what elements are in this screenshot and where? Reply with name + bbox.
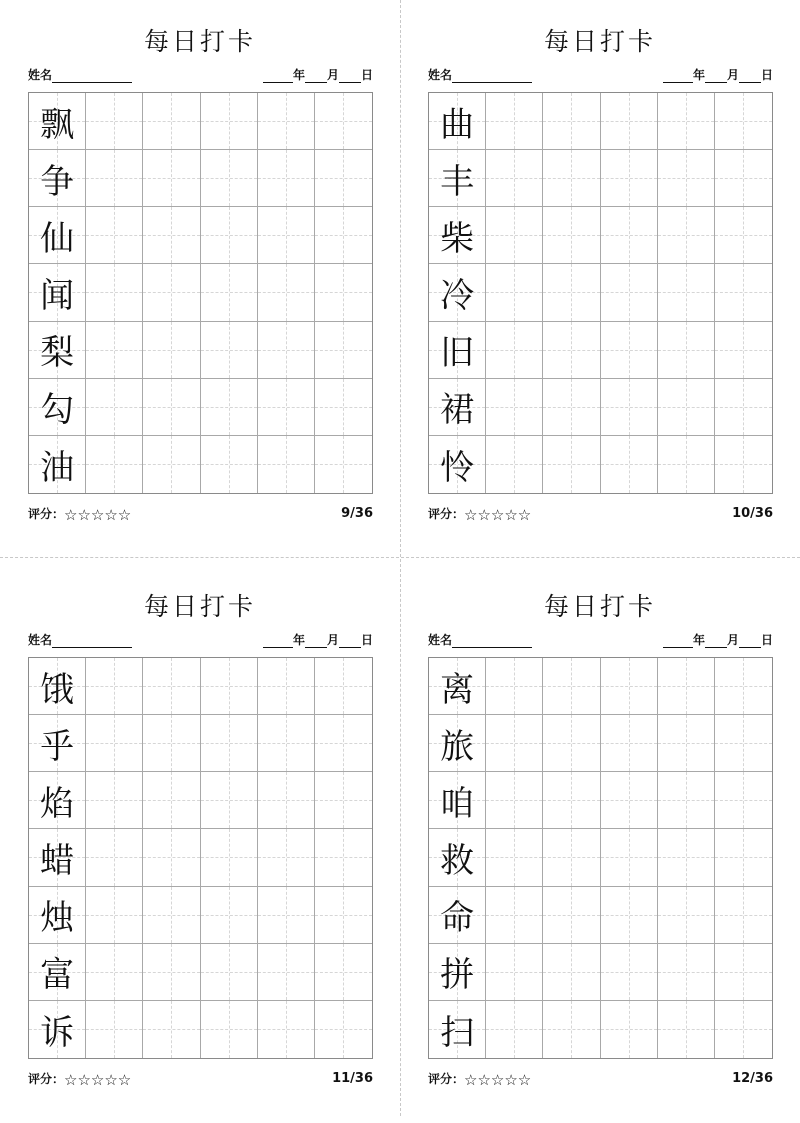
practice-character: 离	[440, 669, 475, 710]
writing-cell[interactable]	[143, 772, 200, 829]
writing-cell[interactable]	[543, 207, 600, 264]
practice-character: 曲	[440, 104, 475, 145]
page-number: 11/36	[332, 1071, 373, 1086]
writing-cell[interactable]	[201, 715, 258, 772]
writing-cell[interactable]	[486, 944, 543, 1001]
practice-character: 乎	[40, 726, 75, 767]
sheet-footer	[428, 1070, 773, 1087]
writing-cell[interactable]	[315, 887, 372, 944]
writing-cell[interactable]	[601, 944, 658, 1001]
writing-cell[interactable]	[86, 772, 143, 829]
writing-cell[interactable]	[486, 658, 543, 715]
month-label: 月	[326, 68, 339, 82]
month-blank[interactable]	[305, 70, 327, 83]
writing-cell[interactable]	[601, 150, 658, 207]
writing-cell[interactable]	[201, 829, 258, 886]
writing-cell[interactable]	[543, 944, 600, 1001]
writing-cell[interactable]	[601, 715, 658, 772]
name-blank[interactable]	[452, 635, 532, 648]
writing-cell[interactable]	[201, 1001, 258, 1058]
writing-cell[interactable]	[715, 772, 772, 829]
name-blank[interactable]	[452, 70, 532, 83]
writing-cell[interactable]	[315, 772, 372, 829]
writing-cell[interactable]	[315, 658, 372, 715]
writing-cell[interactable]	[201, 207, 258, 264]
writing-cell[interactable]	[143, 658, 200, 715]
writing-cell[interactable]	[86, 944, 143, 1001]
day-label: 日	[760, 633, 773, 647]
writing-cell[interactable]	[86, 150, 143, 207]
writing-cell[interactable]	[601, 436, 658, 493]
name-label: 姓名	[28, 68, 53, 82]
star-rating-icon[interactable]: ☆☆☆☆☆	[64, 1070, 132, 1089]
character-cell	[429, 322, 486, 379]
writing-cell[interactable]	[86, 1001, 143, 1058]
writing-cell[interactable]	[658, 150, 715, 207]
writing-grid	[28, 657, 373, 1059]
writing-cell[interactable]	[715, 322, 772, 379]
score-area	[428, 1070, 531, 1087]
writing-cell[interactable]	[258, 658, 315, 715]
writing-cell[interactable]	[543, 264, 600, 321]
character-cell	[429, 1001, 486, 1058]
name-label: 姓名	[428, 68, 453, 82]
practice-character: 诉	[40, 1012, 75, 1053]
writing-cell[interactable]	[143, 150, 200, 207]
writing-cell[interactable]	[258, 207, 315, 264]
writing-cell[interactable]	[143, 207, 200, 264]
writing-cell[interactable]	[715, 715, 772, 772]
character-cell	[429, 436, 486, 493]
writing-cell[interactable]	[315, 93, 372, 150]
date-field	[663, 631, 773, 648]
writing-cell[interactable]	[258, 150, 315, 207]
practice-character: 旅	[440, 726, 475, 767]
practice-character: 旧	[440, 333, 475, 374]
writing-grid	[428, 657, 773, 1059]
writing-cell[interactable]	[143, 264, 200, 321]
character-cell	[29, 207, 86, 264]
writing-cell[interactable]	[658, 207, 715, 264]
name-blank[interactable]	[52, 635, 132, 648]
writing-cell[interactable]	[86, 658, 143, 715]
writing-cell[interactable]	[715, 207, 772, 264]
year-label: 年	[292, 633, 305, 647]
writing-cell[interactable]	[86, 887, 143, 944]
writing-cell[interactable]	[486, 887, 543, 944]
writing-cell[interactable]	[201, 887, 258, 944]
year-blank[interactable]	[263, 70, 293, 83]
writing-cell[interactable]	[258, 379, 315, 436]
writing-cell[interactable]	[143, 829, 200, 886]
month-label: 月	[726, 68, 739, 82]
sheet-title: 每日打卡	[543, 27, 656, 56]
character-cell	[29, 150, 86, 207]
practice-sheet	[400, 0, 800, 558]
writing-cell[interactable]	[658, 264, 715, 321]
year-label: 年	[692, 68, 705, 82]
year-blank[interactable]	[663, 635, 693, 648]
day-label: 日	[360, 633, 373, 647]
character-cell	[429, 264, 486, 321]
character-cell	[29, 93, 86, 150]
name-field	[28, 66, 132, 83]
score-label: 评分：	[428, 1072, 465, 1086]
character-cell	[29, 436, 86, 493]
practice-character: 丰	[440, 161, 475, 202]
writing-cell[interactable]	[486, 150, 543, 207]
writing-cell[interactable]	[258, 322, 315, 379]
writing-cell[interactable]	[486, 93, 543, 150]
writing-cell[interactable]	[543, 322, 600, 379]
writing-cell[interactable]	[143, 944, 200, 1001]
writing-cell[interactable]	[601, 322, 658, 379]
score-label: 评分：	[428, 507, 465, 521]
writing-cell[interactable]	[601, 379, 658, 436]
writing-cell[interactable]	[86, 322, 143, 379]
writing-cell[interactable]	[715, 264, 772, 321]
month-blank[interactable]	[305, 635, 327, 648]
practice-character: 拼	[440, 955, 475, 996]
character-cell	[429, 829, 486, 886]
writing-cell[interactable]	[201, 436, 258, 493]
writing-cell[interactable]	[715, 829, 772, 886]
character-cell	[29, 379, 86, 436]
character-cell	[29, 1001, 86, 1058]
character-cell	[429, 207, 486, 264]
writing-cell[interactable]	[543, 772, 600, 829]
practice-character: 冷	[440, 275, 475, 316]
writing-cell[interactable]	[543, 436, 600, 493]
writing-cell[interactable]	[258, 772, 315, 829]
writing-cell[interactable]	[143, 436, 200, 493]
writing-cell[interactable]	[86, 715, 143, 772]
date-field	[263, 631, 373, 648]
sheet-footer	[28, 1070, 373, 1087]
writing-cell[interactable]	[86, 207, 143, 264]
writing-cell[interactable]	[86, 379, 143, 436]
writing-cell[interactable]	[486, 322, 543, 379]
writing-cell[interactable]	[315, 150, 372, 207]
writing-cell[interactable]	[201, 93, 258, 150]
character-cell	[29, 264, 86, 321]
character-cell	[29, 887, 86, 944]
writing-cell[interactable]	[543, 887, 600, 944]
practice-sheet	[400, 565, 800, 1123]
writing-cell[interactable]	[258, 1001, 315, 1058]
character-cell	[429, 150, 486, 207]
writing-cell[interactable]	[601, 264, 658, 321]
writing-cell[interactable]	[315, 379, 372, 436]
practice-sheet	[0, 0, 400, 558]
writing-cell[interactable]	[258, 829, 315, 886]
writing-cell[interactable]	[658, 93, 715, 150]
writing-cell[interactable]	[258, 93, 315, 150]
writing-cell[interactable]	[543, 658, 600, 715]
writing-cell[interactable]	[143, 322, 200, 379]
score-area	[28, 1070, 131, 1087]
writing-cell[interactable]	[201, 264, 258, 321]
writing-cell[interactable]	[143, 379, 200, 436]
writing-cell[interactable]	[486, 264, 543, 321]
writing-cell[interactable]	[715, 436, 772, 493]
practice-character: 富	[40, 955, 75, 996]
writing-cell[interactable]	[601, 207, 658, 264]
day-blank[interactable]	[739, 635, 761, 648]
writing-grid	[28, 92, 373, 494]
writing-cell[interactable]	[658, 322, 715, 379]
practice-character: 烛	[40, 898, 75, 939]
character-cell	[429, 93, 486, 150]
writing-cell[interactable]	[486, 1001, 543, 1058]
page-number: 9/36	[341, 506, 373, 521]
writing-cell[interactable]	[201, 150, 258, 207]
practice-character: 闻	[40, 275, 75, 316]
practice-character: 焰	[40, 783, 75, 824]
character-cell	[29, 944, 86, 1001]
writing-cell[interactable]	[486, 207, 543, 264]
writing-cell[interactable]	[258, 944, 315, 1001]
practice-character: 梨	[40, 333, 75, 374]
writing-cell[interactable]	[258, 436, 315, 493]
writing-cell[interactable]	[201, 322, 258, 379]
writing-cell[interactable]	[143, 715, 200, 772]
writing-cell[interactable]	[143, 1001, 200, 1058]
writing-cell[interactable]	[315, 944, 372, 1001]
practice-character: 争	[40, 161, 75, 202]
writing-cell[interactable]	[715, 150, 772, 207]
day-blank[interactable]	[339, 70, 361, 83]
month-blank[interactable]	[705, 70, 727, 83]
writing-cell[interactable]	[315, 207, 372, 264]
star-rating-icon[interactable]: ☆☆☆☆☆	[464, 1070, 532, 1089]
writing-cell[interactable]	[486, 436, 543, 493]
date-field	[663, 66, 773, 83]
writing-cell[interactable]	[201, 658, 258, 715]
character-cell	[429, 887, 486, 944]
writing-cell[interactable]	[658, 436, 715, 493]
practice-character: 裙	[440, 390, 475, 431]
practice-character: 柴	[440, 218, 475, 259]
writing-cell[interactable]	[315, 264, 372, 321]
writing-cell[interactable]	[486, 772, 543, 829]
writing-cell[interactable]	[601, 887, 658, 944]
character-cell	[29, 658, 86, 715]
year-blank[interactable]	[663, 70, 693, 83]
character-cell	[429, 944, 486, 1001]
writing-cell[interactable]	[658, 658, 715, 715]
year-label: 年	[692, 633, 705, 647]
writing-cell[interactable]	[486, 829, 543, 886]
writing-cell[interactable]	[715, 1001, 772, 1058]
score-area	[428, 505, 531, 522]
character-cell	[29, 322, 86, 379]
practice-character: 勾	[40, 390, 75, 431]
character-cell	[29, 715, 86, 772]
star-rating-icon[interactable]: ☆☆☆☆☆	[64, 505, 132, 524]
writing-cell[interactable]	[601, 829, 658, 886]
sheet-title: 每日打卡	[143, 592, 256, 621]
writing-cell[interactable]	[143, 887, 200, 944]
writing-cell[interactable]	[658, 715, 715, 772]
name-blank[interactable]	[52, 70, 132, 83]
practice-character: 救	[440, 840, 475, 881]
writing-cell[interactable]	[601, 1001, 658, 1058]
writing-cell[interactable]	[601, 772, 658, 829]
day-blank[interactable]	[339, 635, 361, 648]
practice-character: 仙	[40, 218, 75, 259]
writing-cell[interactable]	[315, 322, 372, 379]
name-label: 姓名	[428, 633, 453, 647]
writing-cell[interactable]	[543, 150, 600, 207]
page-number: 10/36	[732, 506, 773, 521]
character-cell	[429, 772, 486, 829]
writing-cell[interactable]	[86, 264, 143, 321]
day-label: 日	[360, 68, 373, 82]
name-field	[428, 631, 532, 648]
sheet-footer	[28, 505, 373, 522]
year-blank[interactable]	[263, 635, 293, 648]
writing-cell[interactable]	[658, 379, 715, 436]
writing-cell[interactable]	[258, 264, 315, 321]
writing-cell[interactable]	[543, 93, 600, 150]
writing-cell[interactable]	[715, 93, 772, 150]
year-label: 年	[292, 68, 305, 82]
day-blank[interactable]	[739, 70, 761, 83]
writing-cell[interactable]	[201, 944, 258, 1001]
writing-cell[interactable]	[315, 829, 372, 886]
date-field	[263, 66, 373, 83]
character-cell	[429, 658, 486, 715]
writing-cell[interactable]	[658, 1001, 715, 1058]
day-label: 日	[760, 68, 773, 82]
writing-cell[interactable]	[486, 715, 543, 772]
practice-character: 扫	[440, 1012, 475, 1053]
score-label: 评分：	[28, 507, 65, 521]
writing-cell[interactable]	[715, 944, 772, 1001]
writing-cell[interactable]	[658, 772, 715, 829]
practice-character: 飘	[40, 104, 75, 145]
writing-cell[interactable]	[86, 829, 143, 886]
writing-cell[interactable]	[201, 379, 258, 436]
page-number: 12/36	[732, 1071, 773, 1086]
writing-cell[interactable]	[543, 715, 600, 772]
writing-cell[interactable]	[486, 379, 543, 436]
writing-cell[interactable]	[658, 944, 715, 1001]
practice-sheet	[0, 565, 400, 1123]
name-field	[428, 66, 532, 83]
writing-cell[interactable]	[143, 93, 200, 150]
practice-character: 咱	[440, 783, 475, 824]
sheet-footer	[428, 505, 773, 522]
writing-grid	[428, 92, 773, 494]
writing-cell[interactable]	[258, 715, 315, 772]
score-label: 评分：	[28, 1072, 65, 1086]
character-cell	[29, 772, 86, 829]
writing-cell[interactable]	[86, 93, 143, 150]
practice-character: 油	[40, 447, 75, 488]
star-rating-icon[interactable]: ☆☆☆☆☆	[464, 505, 532, 524]
writing-cell[interactable]	[86, 436, 143, 493]
writing-cell[interactable]	[715, 379, 772, 436]
writing-cell[interactable]	[715, 887, 772, 944]
name-label: 姓名	[28, 633, 53, 647]
writing-cell[interactable]	[543, 829, 600, 886]
sheet-title: 每日打卡	[543, 592, 656, 621]
practice-character: 蜡	[40, 840, 75, 881]
score-area	[28, 505, 131, 522]
month-label: 月	[326, 633, 339, 647]
writing-cell[interactable]	[601, 93, 658, 150]
writing-cell[interactable]	[543, 1001, 600, 1058]
practice-character: 饿	[40, 669, 75, 710]
character-cell	[429, 715, 486, 772]
writing-cell[interactable]	[715, 658, 772, 715]
writing-cell[interactable]	[201, 772, 258, 829]
writing-cell[interactable]	[258, 887, 315, 944]
writing-cell[interactable]	[658, 887, 715, 944]
name-field	[28, 631, 132, 648]
writing-cell[interactable]	[601, 658, 658, 715]
character-cell	[29, 829, 86, 886]
practice-character: 命	[440, 898, 475, 939]
writing-cell[interactable]	[315, 715, 372, 772]
month-blank[interactable]	[705, 635, 727, 648]
character-cell	[429, 379, 486, 436]
practice-character: 怜	[440, 447, 475, 488]
writing-cell[interactable]	[543, 379, 600, 436]
writing-cell[interactable]	[315, 1001, 372, 1058]
sheet-title: 每日打卡	[143, 27, 256, 56]
writing-cell[interactable]	[315, 436, 372, 493]
writing-cell[interactable]	[658, 829, 715, 886]
month-label: 月	[726, 633, 739, 647]
